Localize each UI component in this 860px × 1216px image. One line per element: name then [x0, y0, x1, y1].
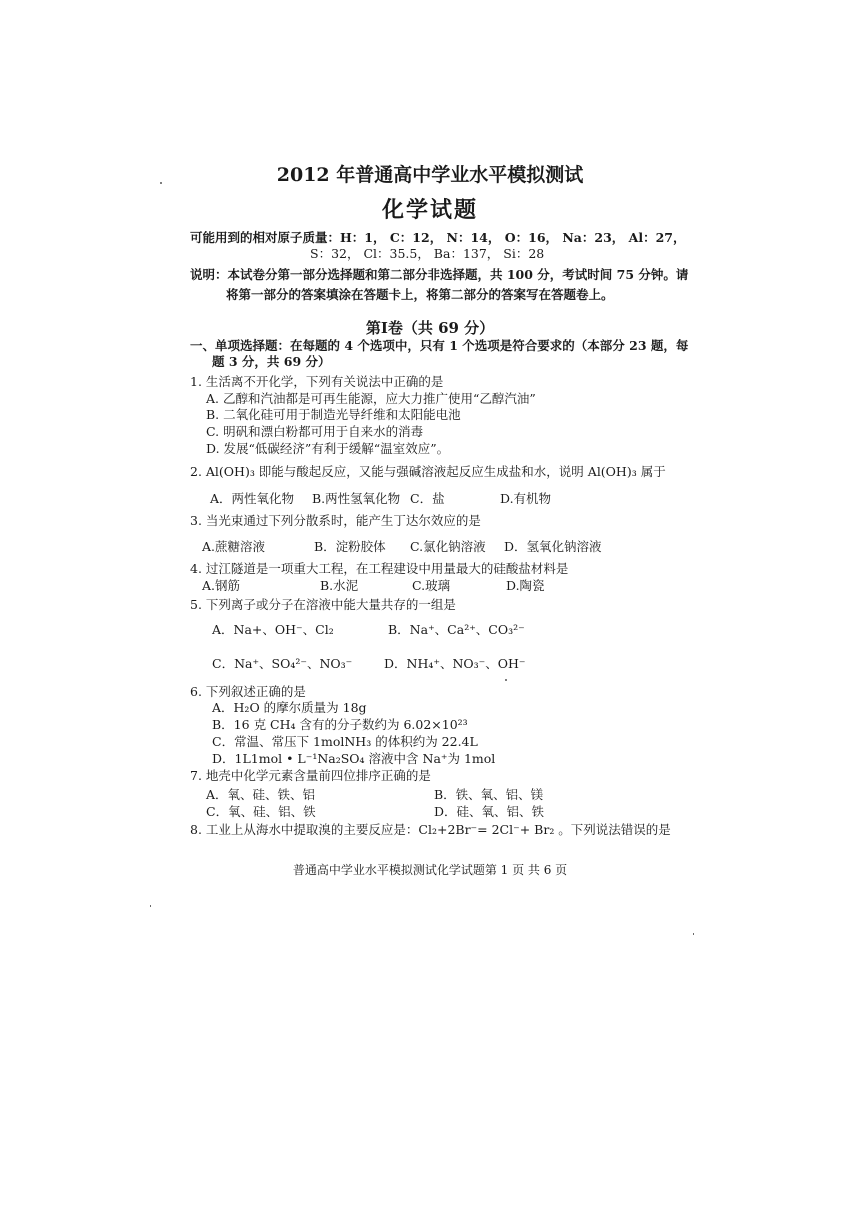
question-1-stem: 1. 生活离不开化学，下列有关说法中正确的是 [190, 374, 444, 389]
page-footer: 普通高中学业水平模拟测试化学试题第 1 页 共 6 页 [292, 863, 568, 877]
notice-line-1: 说明：本试卷分第一部分选择题和第二部分非选择题，共 100 分，考试时间 75 分钟。请 [190, 267, 689, 282]
question-3-option-c: C.氯化钠溶液 [410, 539, 486, 554]
question-1-option-b: B. 二氧化硅可用于制造光导纤维和太阳能电池 [206, 407, 461, 422]
scan-speck [160, 182, 162, 184]
question-7-option-c: C．氧、硅、铝、铁 [206, 804, 316, 819]
question-7-option-d: D．硅、氧、铝、铁 [434, 804, 545, 819]
part-one-heading: 第Ⅰ卷（共 69 分） [365, 319, 495, 337]
question-5-option-c: C．Na⁺、SO₄²⁻、NO₃⁻ [212, 656, 353, 671]
question-2-option-a: A．两性氧化物 [210, 491, 295, 506]
question-2-option-d: D.有机物 [500, 491, 552, 506]
question-7-option-b: B．铁、氧、铝、镁 [434, 787, 544, 802]
scan-speck [505, 679, 507, 681]
section-instructions-1: 一、单项选择题：在每题的 4 个选项中，只有 1 个选项是符合要求的（本部分 23 题，每 [190, 338, 689, 353]
question-1-option-c: C. 明矾和漂白粉都可用于自来水的消毒 [206, 424, 424, 439]
question-3-option-b: B．淀粉胶体 [314, 539, 386, 554]
question-2-option-b: B.两性氢氧化物 [312, 491, 401, 506]
question-6-option-b: B．16 克 CH₄ 含有的分子数约为 6.02×10²³ [212, 717, 468, 732]
question-5-stem: 5. 下列离子或分子在溶液中能大量共存的一组是 [190, 597, 456, 612]
question-3-option-d: D．氢氧化钠溶液 [504, 539, 602, 554]
question-2-option-c: C．盐 [410, 491, 445, 506]
subject-title: 化学试题 [381, 197, 478, 223]
question-5-option-b: B．Na⁺、Ca²⁺、CO₃²⁻ [388, 622, 525, 637]
scan-speck [693, 933, 694, 935]
question-6-option-a: A．H₂O 的摩尔质量为 18g [212, 700, 367, 715]
section-instructions-2: 题 3 分，共 69 分） [212, 354, 331, 369]
notice-line-2: 将第一部分的答案填涂在答题卡上，将第二部分的答案写在答题卷上。 [226, 287, 614, 302]
question-2-stem: 2. Al(OH)₃ 即能与酸起反应，又能与强碱溶液起反应生成盐和水，说明 Al(OH)₃ 属于 [190, 464, 666, 479]
question-5-option-d: D．NH₄⁺、NO₃⁻、OH⁻ [384, 656, 526, 671]
question-3-stem: 3. 当光束通过下列分散系时，能产生丁达尔效应的是 [190, 513, 481, 528]
question-4-option-c: C.玻璃 [412, 578, 451, 593]
question-3-option-a: A.蔗糖溶液 [202, 539, 266, 554]
atomic-mass-line-1: 可能用到的相对原子质量：H：1， C：12， N：14， O：16， Na：23， Al：27， [190, 230, 686, 245]
question-1-option-a: A. 乙醇和汽油都是可再生能源，应大力推广使用“乙醇汽油” [206, 391, 536, 406]
question-4-stem: 4. 过江隧道是一项重大工程，在工程建设中用量最大的硅酸盐材料是 [190, 561, 569, 576]
question-8-stem: 8. 工业上从海水中提取溴的主要反应是：Cl₂+2Br⁻= 2Cl⁻+ Br₂ 。下列说法错误的是 [190, 822, 671, 837]
question-7-stem: 7. 地壳中化学元素含量前四位排序正确的是 [190, 768, 431, 783]
scan-speck [150, 905, 151, 907]
question-4-option-b: B.水泥 [320, 578, 359, 593]
question-5-option-a: A．Na+、OH⁻、Cl₂ [212, 622, 334, 637]
exam-title: 2012 年普通高中学业水平模拟测试 [276, 164, 584, 186]
question-6-option-c: C．常温、常压下 1molNH₃ 的体积约为 22.4L [212, 734, 478, 749]
question-4-option-d: D.陶瓷 [506, 578, 545, 593]
question-4-option-a: A.钢筋 [202, 578, 241, 593]
atomic-mass-line-2: S：32， Cl：35.5， Ba：137， Si：28 [310, 246, 545, 261]
question-1-option-d: D. 发展“低碳经济”有利于缓解“温室效应”。 [206, 441, 450, 456]
question-7-option-a: A．氧、硅、铁、铝 [206, 787, 316, 802]
question-6-stem: 6. 下列叙述正确的是 [190, 684, 306, 699]
question-6-option-d: D．1L1mol • L⁻¹Na₂SO₄ 溶液中含 Na⁺为 1mol [212, 751, 496, 766]
